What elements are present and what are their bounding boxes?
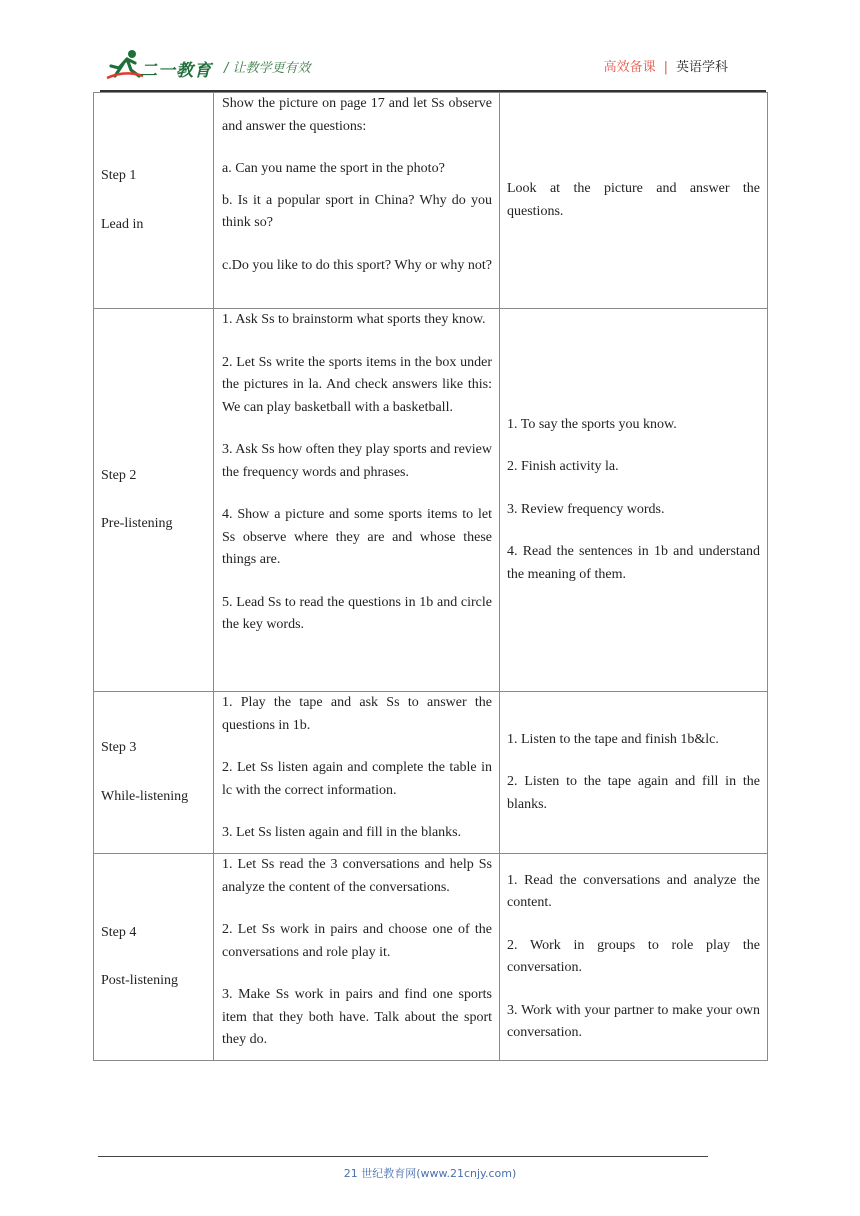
student-activity: 3. Work with your partner to make your own conversation. (507, 1002, 760, 1040)
teacher-activity: 2. Let Ss listen again and complete the table in lc with the correct information. (222, 760, 492, 798)
student-activity: 2. Finish activity la. (507, 459, 619, 475)
student-activity: 4. Read the sentences in 1b and understand the meaning of them. (507, 544, 760, 582)
slogan: / 让教学更有效 (224, 61, 311, 76)
table-row (94, 854, 768, 1061)
step-cell (94, 309, 214, 692)
step-stage: Pre-listening (101, 516, 173, 531)
tag-separator: | (663, 60, 668, 75)
footer-divider (98, 1156, 708, 1157)
teacher-activity: a. Can you name the sport in the photo? (222, 161, 445, 176)
teacher-activity: c.Do you like to do this sport? Why or why not? (222, 257, 492, 273)
step-stage: Post-listening (101, 973, 179, 988)
teacher-activity: 1. Let Ss read the 3 conversations and help Ss analyze the content of the conversations. (222, 857, 492, 895)
table-row (94, 692, 768, 854)
teacher-activity: 3. Ask Ss how often they play sports and review the frequency words and phrases. (222, 442, 492, 480)
tag-subject: 英语学科 (675, 60, 728, 75)
step-number: Step 4 (101, 924, 137, 940)
table-row (94, 93, 768, 309)
student-activity: 1. Listen to the tape and finish 1b&lc. (507, 731, 719, 747)
student-activity-cell (500, 854, 768, 1061)
student-activity: 2. Listen to the tape again and fill in the blanks. (507, 774, 760, 812)
teacher-activity: 3. Make Ss work in pairs and find one sports item that they both have. Talk about the sport they do. (222, 987, 492, 1047)
step-stage: While-listening (101, 788, 189, 804)
teacher-activity-cell (214, 93, 500, 309)
student-activity: 1. Read the conversations and analyze the content. (507, 872, 760, 910)
teacher-activity: 5. Lead Ss to read the questions in 1b and circle the key words. (222, 594, 492, 632)
teacher-activity-cell (214, 309, 500, 692)
lesson-plan-table (93, 92, 768, 1061)
student-activity-cell (500, 309, 768, 692)
step-number: Step 1 (101, 168, 137, 183)
teacher-activity: 1. Ask Ss to brainstorm what sports they know. (222, 312, 486, 327)
tag-efficient-prep: 高效备课 (603, 60, 656, 75)
student-activity: 3. Review frequency words. (507, 501, 665, 517)
logo-text: 二一教育 (140, 61, 212, 80)
step-stage: Lead in (101, 216, 144, 232)
teacher-activity-cell (214, 692, 500, 854)
step-number: Step 2 (101, 467, 137, 483)
teacher-activity: 2. Let Ss work in pairs and choose one of the conversations and role play it. (222, 922, 492, 960)
teacher-activity: b. Is it a popular sport in China? Why do you think so? (222, 192, 492, 230)
student-activity: 1. To say the sports you know. (507, 416, 677, 432)
teacher-activity: 2. Let Ss write the sports items in the box under the pictures in la. And check answers like this: We can play basketball with a basketball. (222, 354, 492, 415)
table-row (94, 309, 768, 692)
teacher-activity: 4. Show a picture and some sports items to let Ss observe where they are and whose these things are. (222, 507, 492, 567)
step-cell (94, 692, 214, 854)
student-activity-cell (500, 692, 768, 854)
teacher-activity: Show the picture on page 17 and let Ss observe and answer the questions: (222, 96, 492, 134)
teacher-activity: 1. Play the tape and ask Ss to answer the questions in 1b. (222, 695, 492, 733)
student-activity: Look at the picture and answer the questions. (507, 181, 760, 219)
page-header (100, 46, 766, 92)
step-number: Step 3 (101, 740, 137, 755)
header-tags (604, 56, 728, 75)
step-cell (94, 93, 214, 309)
teacher-activity: 3. Let Ss listen again and fill in the blanks. (222, 825, 462, 840)
student-activity-cell (500, 93, 768, 309)
student-activity: 2. Work in groups to role play the conversation. (507, 937, 760, 975)
step-cell (94, 854, 214, 1061)
footer-source-link[interactable]: 21 世纪教育网(www.21cnjy.com) (343, 1167, 517, 1180)
teacher-activity-cell (214, 854, 500, 1061)
